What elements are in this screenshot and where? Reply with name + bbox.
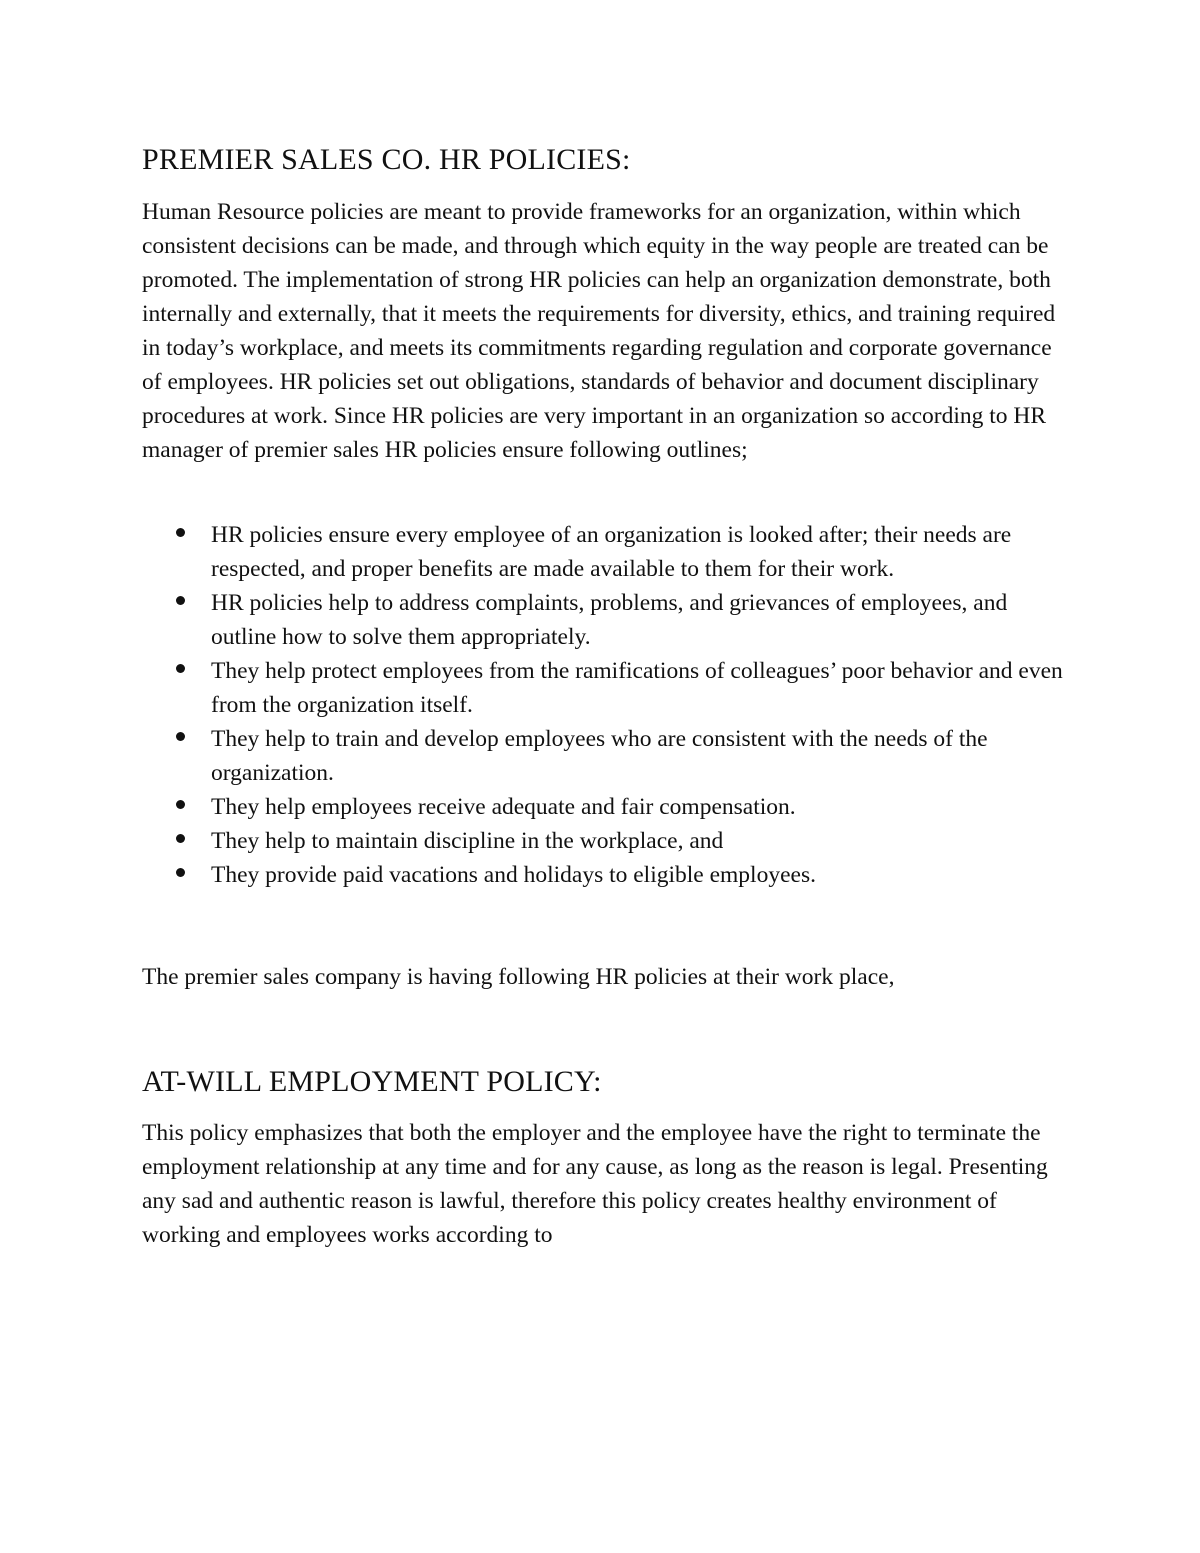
bullet-icon <box>176 596 185 605</box>
section-paragraph: This policy emphasizes that both the employer and the employee have the right to terminate the employment relationship at any time and for any cause, as long as the reason is legal. Presenting any sad and authentic reason is lawful, therefore this policy creates healthy environment of working and employees works according to <box>142 1120 1048 1248</box>
policy-bullet-list <box>142 518 1072 892</box>
list-item-text: HR policies help to address complaints, problems, and grievances of employees, and outline how to solve them appropriately. <box>211 590 1008 650</box>
list-item <box>142 518 1072 586</box>
list-item-text: They provide paid vacations and holidays to eligible employees. <box>211 862 816 888</box>
list-item <box>142 722 1072 790</box>
intro-paragraph: Human Resource policies are meant to provide frameworks for an organization, within which consistent decisions can be made, and through which equity in the way people are treated can be promoted. The implementation of strong HR policies can help an organization demonstrate, both internally and externally, that it meets the requirements for diversity, ethics, and training required in today’s workplace, and meets its commitments regarding regulation and corporate governance of employees. HR policies set out obligations, standards of behavior and document disciplinary procedures at work. Since HR policies are very important in an organization so according to HR manager of premier sales HR policies ensure following outlines; <box>142 199 1056 463</box>
list-item <box>142 858 1072 892</box>
list-item-text: They help to train and develop employees who are consistent with the needs of the organization. <box>211 726 988 786</box>
bullet-icon <box>176 528 185 537</box>
document-content <box>142 140 1072 1252</box>
list-item-text: HR policies ensure every employee of an organization is looked after; their needs are respected, and proper benefits are made available to them for their work. <box>211 522 1012 582</box>
closing-paragraph: The premier sales company is having following HR policies at their work place, <box>142 964 895 990</box>
list-item-text: They help to maintain discipline in the workplace, and <box>211 828 724 854</box>
bullet-icon <box>176 868 185 877</box>
section-heading: AT-WILL EMPLOYMENT POLICY: <box>142 1065 602 1098</box>
bullet-icon <box>176 664 185 673</box>
list-item-text: They help protect employees from the ramifications of colleagues’ poor behavior and even from the organization itself. <box>211 658 1063 718</box>
list-item <box>142 654 1072 722</box>
bullet-icon <box>176 834 185 843</box>
page-title: PREMIER SALES CO. HR POLICIES: <box>142 143 631 176</box>
list-item <box>142 824 1072 858</box>
list-item <box>142 790 1072 824</box>
bullet-icon <box>176 800 185 809</box>
list-item-text: They help employees receive adequate and fair compensation. <box>211 794 796 820</box>
list-item <box>142 586 1072 654</box>
bullet-icon <box>176 732 185 741</box>
